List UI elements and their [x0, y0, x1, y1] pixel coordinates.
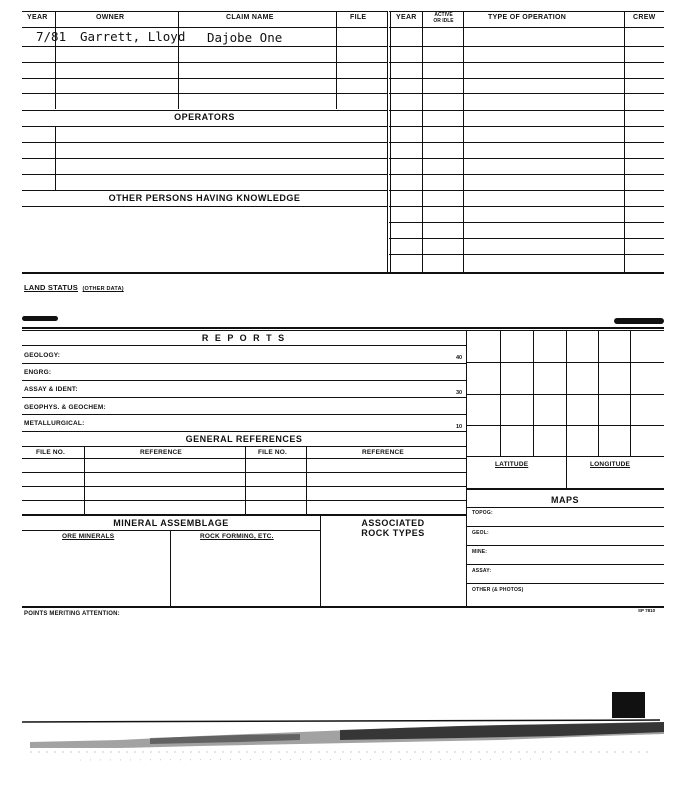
ref-header-file-no-2: FILE NO. — [258, 449, 288, 456]
grid-line — [466, 456, 664, 457]
rule — [466, 507, 664, 508]
report-num: 10 — [456, 424, 463, 430]
grid-line — [466, 394, 664, 395]
report-num: 30 — [456, 390, 463, 396]
rule — [389, 174, 664, 175]
associated-rock-types — [320, 518, 466, 538]
rule — [22, 486, 466, 487]
report-label-geophys: GEOPHYS. & GEOCHEM: — [24, 404, 106, 411]
rule — [389, 222, 664, 223]
rule — [389, 62, 664, 63]
entry-owner: Garrett, Lloyd — [80, 29, 186, 44]
rule — [389, 206, 664, 207]
ink-smudge — [614, 318, 664, 324]
rock-forming-label: ROCK FORMING, ETC. — [200, 533, 274, 540]
header-year-2: YEAR — [396, 14, 417, 21]
col-divider — [463, 11, 464, 272]
header-year: YEAR — [27, 14, 48, 21]
header-idle-line: OR IDLE — [433, 18, 454, 24]
rule — [22, 327, 664, 329]
rule — [22, 330, 664, 331]
report-label-engrg: ENGRG: — [24, 369, 52, 376]
land-status — [24, 277, 124, 295]
general-references-title: GENERAL REFERENCES — [185, 434, 303, 444]
rule — [22, 363, 466, 364]
longitude-label: LONGITUDE — [590, 461, 631, 468]
grid-line — [533, 330, 534, 456]
col-divider — [566, 456, 567, 488]
rule — [466, 564, 664, 565]
rule — [22, 27, 387, 28]
col-divider — [306, 446, 307, 514]
report-label-geology: GEOLOGY: — [24, 352, 61, 359]
header-active-line: ACTIVE — [434, 12, 453, 18]
rule — [22, 46, 387, 47]
rule — [389, 238, 664, 239]
rule — [22, 272, 664, 274]
header-owner: OWNER — [96, 14, 125, 21]
rule — [389, 27, 664, 28]
latitude-label: LATITUDE — [495, 461, 529, 468]
rule — [22, 472, 466, 473]
header-crew: CREW — [633, 14, 656, 21]
maps-geol: GEOL: — [472, 530, 489, 536]
col-divider — [624, 11, 625, 272]
rule — [22, 62, 387, 63]
rule — [466, 488, 664, 490]
rule — [389, 190, 664, 191]
entry-claim-name: Dajobe One — [207, 30, 283, 45]
rule — [389, 78, 664, 79]
rule — [22, 530, 320, 531]
header-claim-name: CLAIM NAME — [226, 14, 274, 21]
rule — [389, 126, 664, 127]
rule — [389, 110, 664, 111]
rule — [22, 380, 466, 381]
rule — [22, 458, 466, 459]
grid-line — [466, 362, 664, 363]
rule — [389, 254, 664, 255]
maps-mine: MINE: — [472, 549, 488, 555]
col-divider — [55, 11, 56, 109]
rule — [22, 190, 387, 191]
grid-line — [566, 330, 567, 456]
rule — [22, 110, 387, 111]
col-divider — [390, 11, 391, 272]
entry-year: 7/81 — [36, 29, 67, 44]
grid-line — [630, 330, 631, 456]
maps-title: MAPS — [550, 495, 579, 505]
rule — [389, 142, 664, 143]
report-label-metallurgical: METALLURGICAL: — [24, 420, 85, 427]
rule — [22, 431, 466, 432]
rule — [22, 397, 466, 398]
scan-noise-graphic — [0, 690, 678, 770]
ref-header-reference-2: REFERENCE — [362, 449, 404, 456]
grid-line — [500, 330, 501, 456]
scan-artifact — [0, 690, 678, 770]
form-number: SP 7810 — [638, 608, 656, 613]
col-divider — [170, 530, 171, 606]
rule — [22, 206, 387, 207]
grid-line — [466, 425, 664, 426]
ref-header-reference: REFERENCE — [140, 449, 182, 456]
rule — [22, 500, 466, 501]
mineral-assemblage-title: MINERAL ASSEMBLAGE — [113, 518, 229, 528]
rule — [22, 142, 387, 143]
rule — [22, 414, 466, 415]
ore-minerals-label: ORE MINERALS — [62, 533, 115, 540]
other-persons-title: OTHER PERSONS HAVING KNOWLEDGE — [108, 193, 301, 203]
operators-title: OPERATORS — [174, 112, 235, 122]
col-divider — [336, 11, 337, 109]
report-num: 40 — [456, 355, 463, 361]
ink-smudge — [22, 316, 58, 321]
header-type-of-operation: TYPE OF OPERATION — [488, 14, 567, 21]
rule — [22, 446, 466, 447]
col-divider — [245, 446, 246, 514]
rule — [22, 345, 466, 346]
rule — [22, 78, 387, 79]
rule — [22, 93, 387, 94]
rule — [22, 514, 466, 516]
points-meriting-attention: POINTS MERITING ATTENTION: — [24, 611, 120, 617]
rule — [466, 526, 664, 527]
col-divider — [84, 446, 85, 514]
col-divider — [55, 126, 56, 190]
rock-types-line: ROCK TYPES — [361, 528, 425, 538]
rule — [22, 126, 387, 127]
rule — [22, 606, 664, 608]
header-file: FILE — [350, 14, 367, 21]
rule — [22, 11, 387, 12]
maps-topog: TOPOG: — [472, 510, 493, 516]
rule — [466, 583, 664, 584]
ref-header-file-no: FILE NO. — [36, 449, 66, 456]
rule — [22, 158, 387, 159]
rule — [389, 46, 664, 47]
col-divider — [422, 11, 423, 272]
report-label-assay: ASSAY & IDENT: — [24, 386, 78, 393]
land-status-label: LAND STATUS — [24, 283, 79, 292]
rule — [389, 158, 664, 159]
col-divider — [387, 11, 388, 272]
rule — [466, 545, 664, 546]
maps-assay: ASSAY: — [472, 568, 492, 574]
rule — [389, 93, 664, 94]
rule — [22, 174, 387, 175]
col-divider — [178, 11, 179, 109]
associated-line: ASSOCIATED — [361, 518, 425, 528]
reports-title: R E P O R T S — [201, 333, 287, 343]
land-status-sub: (OTHER DATA) — [82, 286, 124, 292]
header-active-or-idle — [425, 12, 462, 24]
maps-other: OTHER (& PHOTOS) — [472, 587, 524, 593]
grid-line — [598, 330, 599, 456]
